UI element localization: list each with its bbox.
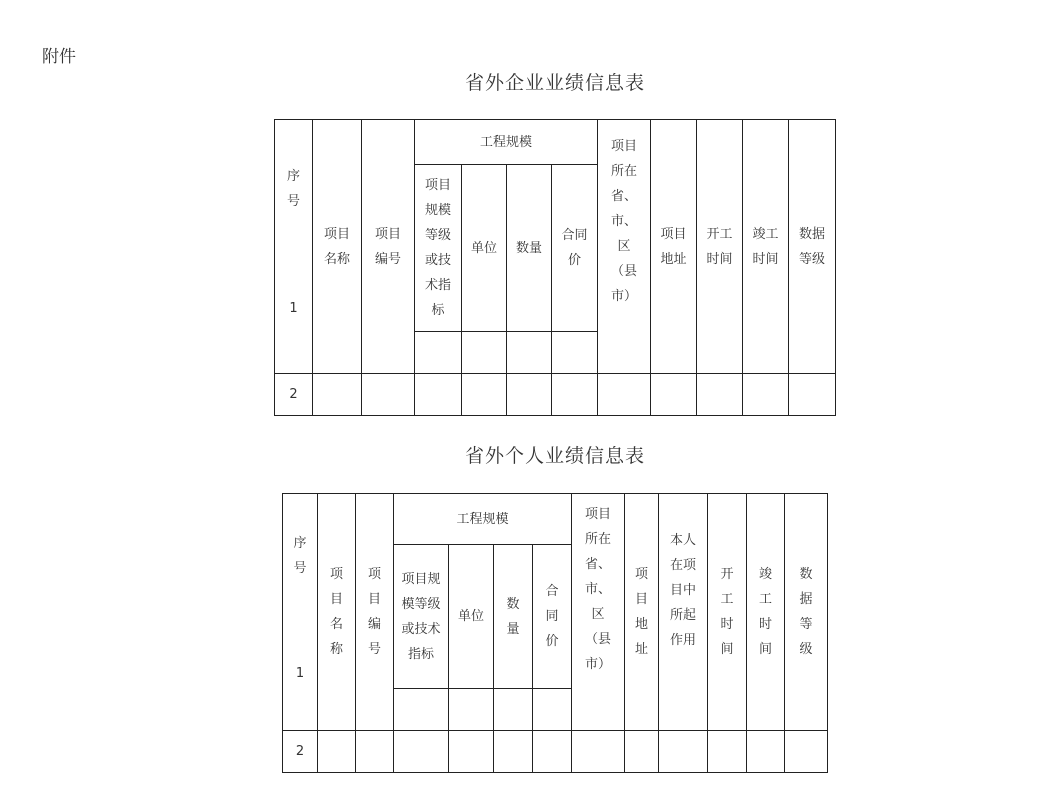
project-location-header: 项目 所在 省、 市、 区 （县 市） <box>598 120 651 374</box>
row-number-1: 1 <box>295 665 305 681</box>
table-row <box>283 731 828 773</box>
quantity-header: 数 量 <box>494 545 533 689</box>
table-cell <box>507 332 552 374</box>
table-cell <box>494 731 533 773</box>
table-cell <box>462 332 507 374</box>
data-level-header: 数 据 等 级 <box>785 494 828 731</box>
unit-header: 单位 <box>449 545 494 689</box>
seq-header: 序 号 <box>286 169 300 209</box>
start-time-header: 开工 时间 <box>697 120 743 374</box>
table-cell <box>708 731 747 773</box>
completion-time-header: 竣工 时间 <box>743 120 789 374</box>
start-time-header: 开 工 时 间 <box>708 494 747 731</box>
table-cell <box>659 731 708 773</box>
data-level-header: 数据 等级 <box>789 120 836 374</box>
table-cell <box>552 332 598 374</box>
scale-level-header: 项目 规模 等级 或技 术指 标 <box>415 165 462 332</box>
attachment-label: 附件 <box>42 47 76 67</box>
enterprise-table-title: 省外企业业绩信息表 <box>464 72 645 94</box>
table-cell <box>507 374 552 416</box>
table-cell <box>625 731 659 773</box>
table-cell <box>415 332 462 374</box>
table-cell <box>449 731 494 773</box>
header-row <box>275 120 836 165</box>
row-number-2: 2 <box>283 731 318 773</box>
contract-price-header: 合 同 价 <box>533 545 572 689</box>
completion-time-header: 竣 工 时 间 <box>747 494 785 731</box>
personal-performance-table <box>282 493 828 773</box>
table-cell <box>494 689 533 731</box>
project-address-header: 项 目 地 址 <box>625 494 659 731</box>
row-number-2: 2 <box>275 374 313 416</box>
project-code-header: 项目 编号 <box>362 120 415 374</box>
table-cell <box>313 374 362 416</box>
project-name-header: 项 目 名 称 <box>318 494 356 731</box>
personal-table-title: 省外个人业绩信息表 <box>464 445 645 467</box>
table-cell <box>415 374 462 416</box>
seq-header-cell <box>275 120 313 374</box>
table-cell <box>743 374 789 416</box>
role-header: 本人 在项 目中 所起 作用 <box>659 494 708 731</box>
project-code-header: 项 目 编 号 <box>356 494 394 731</box>
table-cell <box>318 731 356 773</box>
enterprise-performance-table <box>274 119 836 416</box>
unit-header: 单位 <box>462 165 507 332</box>
seq-header-cell <box>283 494 318 731</box>
project-location-header: 项目 所在 省、 市、 区 （县 市） <box>572 494 625 731</box>
project-scale-header: 工程规模 <box>415 120 598 165</box>
table-cell <box>356 731 394 773</box>
seq-header: 序 号 <box>293 535 307 576</box>
table-cell <box>449 689 494 731</box>
row-number-1: 1 <box>289 301 298 316</box>
contract-price-header: 合同 价 <box>552 165 598 332</box>
table-cell <box>598 374 651 416</box>
project-scale-header: 工程规模 <box>394 494 572 545</box>
table-cell <box>533 689 572 731</box>
table-cell <box>362 374 415 416</box>
table-cell <box>747 731 785 773</box>
project-name-header: 项目 名称 <box>313 120 362 374</box>
quantity-header: 数量 <box>507 165 552 332</box>
table-cell <box>785 731 828 773</box>
table-cell <box>789 374 836 416</box>
table-cell <box>394 689 449 731</box>
table-cell <box>572 731 625 773</box>
table-cell <box>552 374 598 416</box>
project-address-header: 项目 地址 <box>651 120 697 374</box>
table-row <box>275 374 836 416</box>
header-row <box>283 494 828 545</box>
table-cell <box>651 374 697 416</box>
table-cell <box>462 374 507 416</box>
table-cell <box>697 374 743 416</box>
table-cell <box>394 731 449 773</box>
scale-level-header: 项目规 模等级 或技术 指标 <box>394 545 449 689</box>
table-cell <box>533 731 572 773</box>
